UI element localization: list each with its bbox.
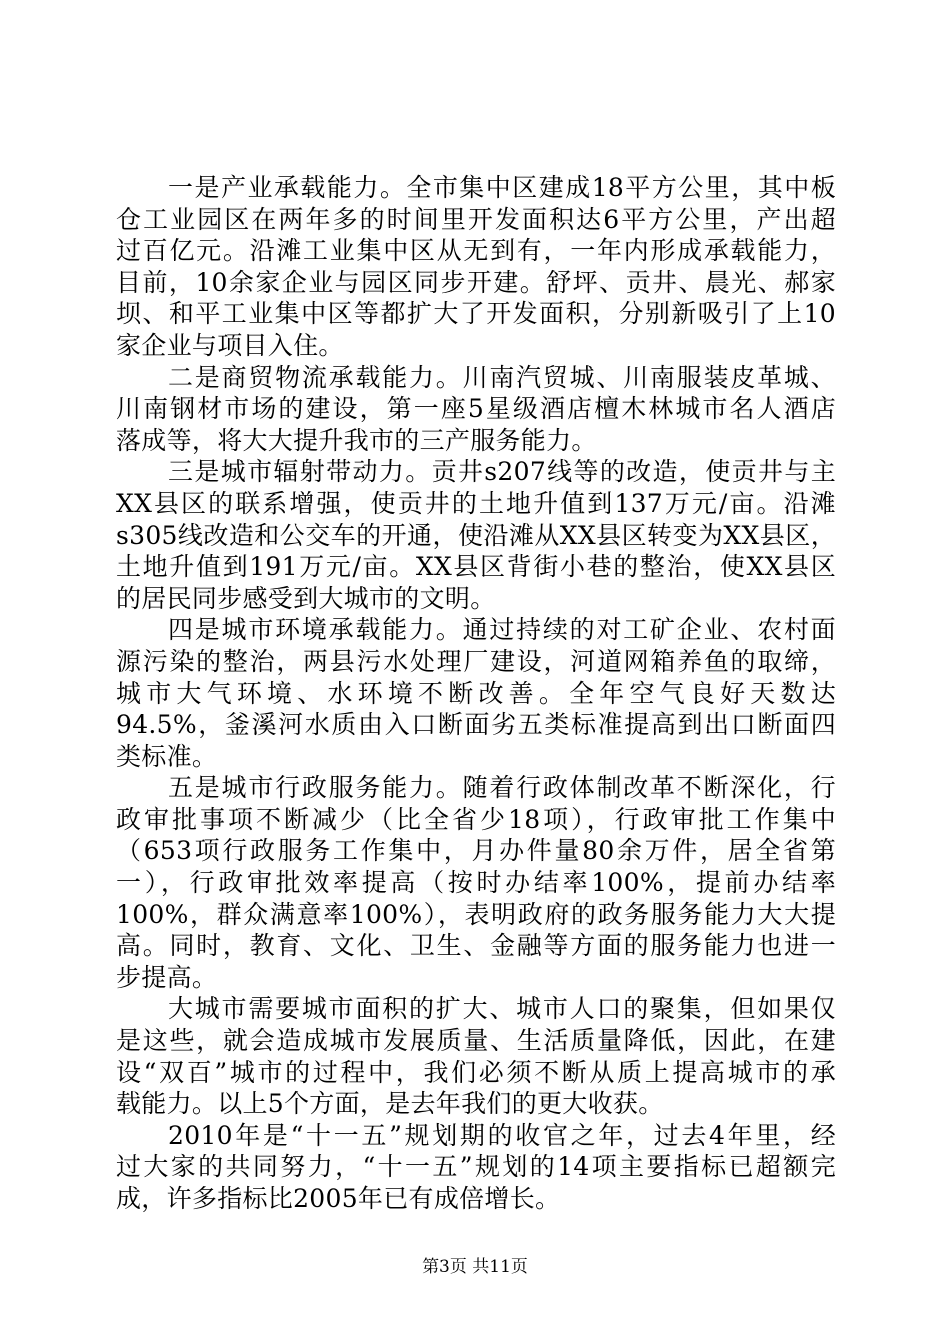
text-line: 过百亿元。沿滩工业集中区从无到有，一年内形成承载能力， (116, 236, 836, 266)
text-line: 家企业与项目入住。 (116, 330, 344, 360)
text-line: 的居民同步感受到大城市的文明。 (116, 583, 496, 613)
text-line: 仓工业园区在两年多的时间里开发面积达6平方公里，产出超 (116, 204, 836, 234)
text-line: 五是城市行政服务能力。随着行政体制改革不断深化，行 (168, 773, 836, 803)
text-line: s305线改造和公交车的开通，使沿滩从XX县区转变为XX县区， (116, 520, 836, 550)
text-line: 川南钢材市场的建设，第一座5星级酒店檀木林城市名人酒店 (116, 394, 836, 424)
text-line: 成，许多指标比2005年已有成倍增长。 (116, 1184, 561, 1213)
text-line: 目前，10余家企业与园区同步开建。舒坪、贡井、晨光、郝家 (116, 267, 836, 297)
text-line: 土地升值到191万元/亩。XX县区背街小巷的整治，使XX县区 (116, 552, 836, 582)
text-line: 设“双百”城市的过程中，我们必须不断从质上提高城市的承 (116, 1057, 836, 1087)
text-line: 步提高。 (116, 962, 218, 992)
page-footer: 第3页 共11页 (422, 1257, 528, 1277)
text-line: 类标准。 (116, 741, 218, 771)
text-line: 落成等，将大大提升我市的三产服务能力。 (116, 425, 597, 455)
text-line: 100%，群众满意率100%），表明政府的政务服务能力大大提 (116, 899, 836, 929)
text-line: 一是产业承载能力。全市集中区建成18平方公里，其中板 (168, 173, 836, 202)
text-line: 载能力。以上5个方面，是去年我们的更大收获。 (116, 1089, 664, 1119)
text-line: 2010年是“十一五”规划期的收官之年，过去4年里，经 (168, 1120, 836, 1150)
text-line: 大城市需要城市面积的扩大、城市人口的聚集，但如果仅 (168, 994, 836, 1024)
text-line: 高。同时，教育、文化、卫生、金融等方面的服务能力也进一 (116, 931, 836, 961)
text-line: XX县区的联系增强，使贡井的土地升值到137万元/亩。沿滩 (116, 488, 836, 518)
text-line: （653项行政服务工作集中，月办件量80余万件，居全省第 (116, 836, 836, 866)
text-line: 是这些，就会造成城市发展质量、生活质量降低，因此，在建 (116, 1026, 836, 1056)
text-line: 过大家的共同努力，“十一五”规划的14项主要指标已超额完 (116, 1152, 836, 1182)
text-line: 城市大气环境、水环境不断改善。全年空气良好天数达 (116, 678, 836, 708)
text-line: 源污染的整治，两县污水处理厂建设，河道网箱养鱼的取缔， (116, 646, 836, 676)
text-line: 94.5%，釜溪河水质由入口断面劣五类标准提高到出口断面四 (116, 710, 836, 740)
document-body (116, 172, 836, 1215)
text-line: 政审批事项不断减少（比全省少18项），行政审批工作集中 (116, 804, 836, 834)
text-line: 一），行政审批效率提高（按时办结率100%，提前办结率 (116, 868, 836, 898)
text-line: 三是城市辐射带动力。贡井s207线等的改造，使贡井与主 (168, 457, 836, 487)
text-line: 四是城市环境承载能力。通过持续的对工矿企业、农村面 (168, 615, 836, 645)
text-line: 坝、和平工业集中区等都扩大了开发面积，分别新吸引了上10 (116, 299, 836, 329)
text-line: 二是商贸物流承载能力。川南汽贸城、川南服装皮革城、 (168, 362, 836, 392)
